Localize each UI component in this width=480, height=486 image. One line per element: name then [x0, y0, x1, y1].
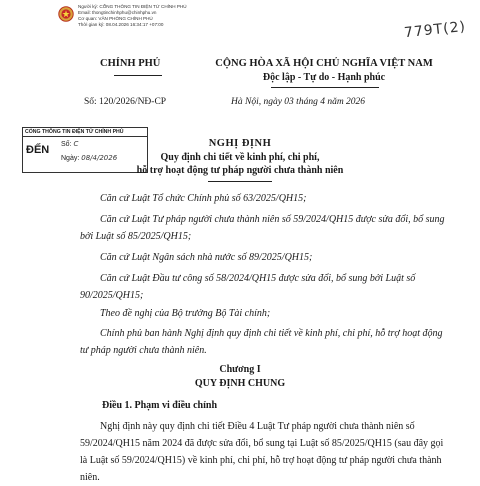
title-underline: [208, 181, 272, 182]
agency-underline: [114, 75, 162, 76]
legal-basis-2: Căn cứ Luật Tư pháp người chưa thành niên số 59/2024/QH15 được sửa đổi, bổ sung bởi Luật số 85/2025/QH15;: [80, 214, 445, 242]
stamp-den: ĐẾN: [26, 144, 50, 156]
handwritten-note: 779T(2): [403, 18, 467, 42]
proposal-line: Theo đề nghị của Bộ trưởng Bộ Tài chính;: [100, 308, 271, 319]
national-emblem-icon: [58, 6, 74, 22]
signature-signer: Người ký: CỔNG THÔNG TIN ĐIỆN TỬ CHÍNH PHỦ: [78, 4, 187, 9]
chapter-name: QUY ĐỊNH CHUNG: [194, 378, 286, 389]
signature-time: Thời gian ký: 08.04.2026 16:34:17 +07:00: [78, 22, 164, 27]
document-subject-line1: Quy định chi tiết về kinh phí, chi phí,: [160, 152, 320, 163]
stamp-date-value: 08/4/2026: [81, 154, 118, 162]
digital-signature-block: [78, 4, 248, 28]
place-date: Hà Nội, ngày 03 tháng 4 năm 2026: [231, 97, 366, 107]
document-type: NGHỊ ĐỊNH: [208, 138, 272, 149]
document-subject-line2: hỗ trợ hoạt động tư pháp người chưa thành niên: [136, 165, 344, 176]
stamp-date-label: Ngày:: [61, 155, 80, 162]
national-motto: Độc lập - Tự do - Hạnh phúc: [262, 72, 386, 83]
document-number: Số: 120/2026/NĐ-CP: [84, 97, 167, 107]
promulgation-line: Chính phủ ban hành Nghị định quy định chi tiết về kinh phí, chi phí, hỗ trợ hoạt động tư pháp người chưa thành niên.: [80, 328, 443, 356]
motto-underline: [271, 87, 379, 88]
signature-email: Email: thongtinchinhphu@chinhphu.vn: [78, 10, 157, 15]
legal-basis-3: Căn cứ Luật Ngân sách nhà nước số 89/2025/QH15;: [100, 252, 313, 263]
issuing-agency: CHÍNH PHỦ: [100, 58, 161, 69]
stamp-heading: CỔNG THÔNG TIN ĐIỆN TỬ CHÍNH PHỦ: [23, 128, 147, 137]
stamp-number-value: C: [73, 140, 79, 148]
article-1-text: Nghị định này quy định chi tiết Điều 4 Luật Tư pháp người chưa thành niên số 59/2024/QH15 năm 2024 đã được sửa đổi, bổ sung tại Luật số 85/2025/QH15 (sau đây gọi là Luật số 59/2024/QH15) về kinh phí, chi phí, hỗ trợ hoạt động tư pháp người chưa thành niên.: [80, 421, 444, 483]
legal-basis-4: Căn cứ Luật Đầu tư công số 58/2024/QH15 được sửa đổi, bổ sung bởi Luật số 90/2025/QH15;: [80, 273, 416, 301]
chapter-number: Chương I: [219, 364, 261, 375]
article-1-heading: Điều 1. Phạm vi điều chỉnh: [102, 400, 218, 411]
stamp-number-label: Số:: [61, 141, 72, 148]
legal-basis-1: Căn cứ Luật Tổ chức Chính phủ số 63/2025/QH15;: [100, 193, 307, 204]
national-title: CỘNG HÒA XÃ HỘI CHỦ NGHĨA VIỆT NAM: [215, 58, 433, 69]
signature-org: Cơ quan: VĂN PHÒNG CHÍNH PHỦ: [78, 16, 153, 21]
